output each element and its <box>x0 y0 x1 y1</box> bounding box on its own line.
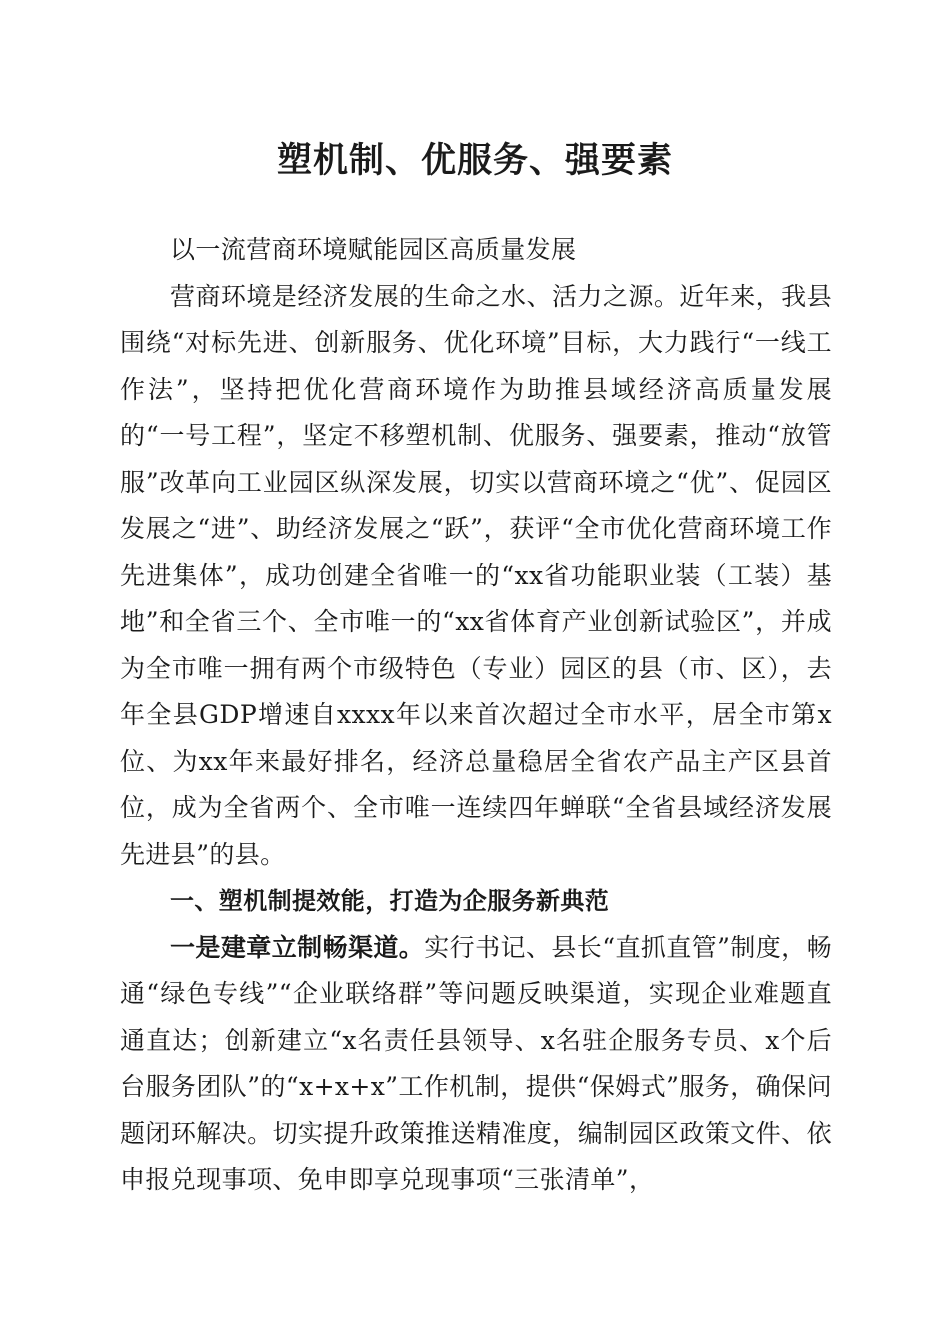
document-title: 塑机制、优服务、强要素 <box>276 140 673 181</box>
document-subtitle: 以一流营商环境赋能园区高质量发展 <box>170 235 577 264</box>
paragraph-body: 实行书记、县长“直抓直管”制度，畅通“绿色专线”“企业联络群”等问题反映渠道，实现企业难题直通直达；创新建立“x名责任县领导、x名驻企服务专员、x个后台服务团队”的“x+x+x”工作机制，提供“保姆式”服务，确保问题闭环解决。切实提升政策推送精准度，编制园区政策文件、依申报兑现事项、免申即享兑现事项“三张清单”， <box>120 932 832 1194</box>
section-paragraph <box>120 925 832 1204</box>
section-heading: 一、塑机制提效能，打造为企服务新典范 <box>170 887 610 915</box>
document-body <box>120 227 832 1204</box>
intro-paragraph: 营商环境是经济发展的生命之水、活力之源。近年来，我县围绕“对标先进、创新服务、优化环境”目标，大力践行“一线工作法”，坚持把优化营商环境作为助推县域经济高质量发展的“一号工程”，坚定不移塑机制、优服务、强要素，推动“放管服”改革向工业园区纵深发展，切实以营商环境之“优”、促园区发展之“进”、助经济发展之“跃”，获评“全市优化营商环境工作先进集体”，成功创建全省唯一的“xx省功能职业装（工装）基地”和全省三个、全市唯一的“xx省体育产业创新试验区”，并成为全市唯一拥有两个市级特色（专业）园区的县（市、区），去年全县GDP增速自xxxx年以来首次超过全市水平，居全市第x位、为xx年来最好排名，经济总量稳居全省农产品主产区县首位，成为全省两个、全市唯一连续四年蝉联“全省县域经济发展先进县”的县。 <box>120 281 832 869</box>
paragraph-lead: 一是建章立制畅渠道。 <box>170 932 425 962</box>
